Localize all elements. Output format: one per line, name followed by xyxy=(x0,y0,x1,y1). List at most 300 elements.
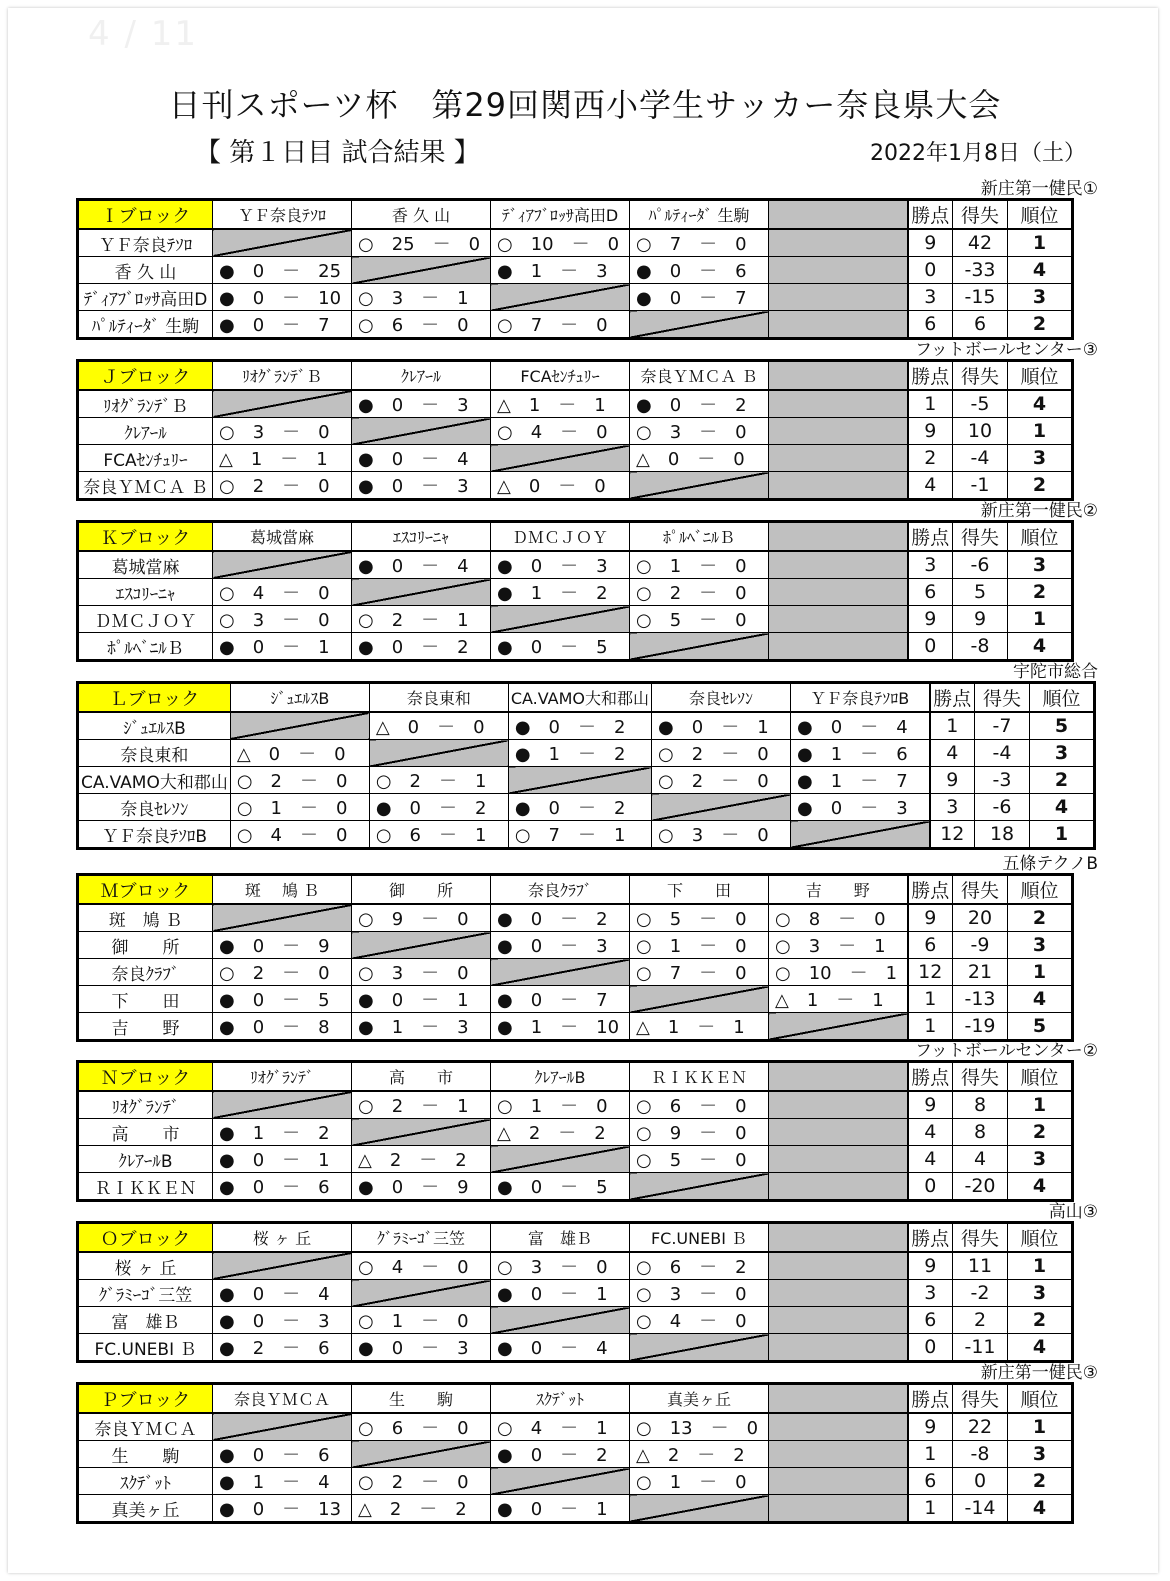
match-result: ○ 3 － 0 xyxy=(213,606,352,633)
match-result: ● 1 － 3 xyxy=(491,257,630,284)
match-result: ● 0 － 1 xyxy=(652,712,791,740)
row-team-name: FC.UNEBI Ｂ xyxy=(78,1334,213,1362)
column-team-header: ＤＭＣＪＯＹ xyxy=(491,522,630,552)
self-match-cell xyxy=(352,257,491,284)
table-row xyxy=(78,1146,1073,1173)
table-row xyxy=(78,767,1095,794)
goal-diff-value: 21 xyxy=(953,959,1008,986)
column-team-header: 生 駒 xyxy=(352,1384,491,1414)
rank-header: 順位 xyxy=(1008,1384,1073,1414)
match-result: ○ 4 － 0 xyxy=(630,1307,769,1334)
empty-cell xyxy=(769,1468,908,1495)
rank-value: 4 xyxy=(1008,1334,1073,1362)
table-row xyxy=(78,932,1073,959)
column-team-header: ﾊﾟﾙﾃｨｰﾀﾞ 生駒 xyxy=(630,200,769,230)
match-result: △ 0 － 0 xyxy=(491,472,630,500)
match-result: ● 0 － 1 xyxy=(491,1495,630,1523)
page-indicator: 4 / 11 xyxy=(88,14,198,54)
empty-cell xyxy=(769,1334,908,1362)
goal-diff-header: 得失 xyxy=(953,1062,1008,1092)
match-result: ○ 2 － 0 xyxy=(630,579,769,606)
match-result: ● 0 － 5 xyxy=(491,633,630,661)
points-value: 6 xyxy=(908,579,953,606)
self-match-cell xyxy=(791,821,930,849)
points-value: 4 xyxy=(908,1119,953,1146)
empty-cell xyxy=(769,257,908,284)
rank-header: 順位 xyxy=(1008,200,1073,230)
match-result: ● 1 － 2 xyxy=(213,1119,352,1146)
match-result: ● 0 － 2 xyxy=(369,794,508,821)
rank-value: 2 xyxy=(1008,1468,1073,1495)
match-result: ○ 5 － 0 xyxy=(630,1146,769,1173)
empty-cell xyxy=(769,418,908,445)
match-result: ● 0 － 4 xyxy=(491,1334,630,1362)
rank-value: 2 xyxy=(1008,579,1073,606)
rank-value: 1 xyxy=(1008,959,1073,986)
points-value: 0 xyxy=(908,633,953,661)
goal-diff-value: -15 xyxy=(953,284,1008,311)
match-result: ○ 25 － 0 xyxy=(352,229,491,257)
points-value: 1 xyxy=(908,390,953,418)
rank-value: 4 xyxy=(1008,1495,1073,1523)
column-team-header: 富 雄Ｂ xyxy=(491,1223,630,1253)
match-result: ○ 13 － 0 xyxy=(630,1413,769,1441)
match-result: ○ 3 － 1 xyxy=(769,932,908,959)
match-result: ● 0 － 3 xyxy=(352,1334,491,1362)
points-value: 1 xyxy=(908,986,953,1013)
table-row xyxy=(78,1334,1073,1362)
row-team-name: 御 所 xyxy=(78,932,213,959)
column-team-header: 真美ヶ丘 xyxy=(630,1384,769,1414)
empty-cell xyxy=(769,1062,908,1092)
rank-header: 順位 xyxy=(1008,1223,1073,1253)
rank-value: 3 xyxy=(1008,1280,1073,1307)
match-result: ○ 3 － 0 xyxy=(352,959,491,986)
self-match-cell xyxy=(213,1091,352,1119)
row-team-name: 奈良ｾﾚｿﾝ xyxy=(78,794,231,821)
points-value: 9 xyxy=(930,767,975,794)
venue-label: 宇陀市総合 xyxy=(1013,662,1098,682)
rank-value: 3 xyxy=(1030,740,1095,767)
table-row xyxy=(78,445,1073,472)
match-result: ● 0 － 2 xyxy=(491,1441,630,1468)
empty-cell xyxy=(769,472,908,500)
points-value: 9 xyxy=(908,229,953,257)
column-team-header: 奈良ｸﾗﾌﾞ xyxy=(491,875,630,905)
column-team-header: 奈良ｾﾚｿﾝ xyxy=(652,683,791,713)
match-result: ● 1 － 2 xyxy=(491,579,630,606)
column-team-header: 奈良ＹＭＣＡ xyxy=(213,1384,352,1414)
rank-value: 3 xyxy=(1008,551,1073,579)
empty-cell xyxy=(769,311,908,339)
rank-value: 3 xyxy=(1008,932,1073,959)
block-name: Ｏブロック xyxy=(78,1223,213,1253)
self-match-cell xyxy=(769,1013,908,1041)
table-row xyxy=(78,1307,1073,1334)
match-result: ● 0 － 4 xyxy=(791,712,930,740)
goal-diff-header: 得失 xyxy=(953,875,1008,905)
goal-diff-value: -5 xyxy=(953,390,1008,418)
table-row xyxy=(78,1119,1073,1146)
match-result: △ 1 － 1 xyxy=(769,986,908,1013)
empty-cell xyxy=(769,579,908,606)
match-result: ● 0 － 6 xyxy=(630,257,769,284)
column-team-header: 奈良ＹＭＣＡ Ｂ xyxy=(630,361,769,391)
points-value: 9 xyxy=(908,606,953,633)
match-result: ● 0 － 3 xyxy=(791,794,930,821)
goal-diff-value: -20 xyxy=(953,1173,1008,1201)
self-match-cell xyxy=(630,311,769,339)
match-result: ○ 10 － 0 xyxy=(491,229,630,257)
match-result: ○ 9 － 0 xyxy=(352,904,491,932)
match-result: ○ 6 － 2 xyxy=(630,1252,769,1280)
match-result: ● 2 － 6 xyxy=(213,1334,352,1362)
column-team-header: ＹＦ奈良ﾃｿﾛ xyxy=(213,200,352,230)
self-match-cell xyxy=(213,1413,352,1441)
goal-diff-value: 2 xyxy=(953,1307,1008,1334)
match-result: ○ 1 － 0 xyxy=(230,794,369,821)
venue-label: 五條テクノB xyxy=(1002,854,1098,874)
points-header: 勝点 xyxy=(908,200,953,230)
empty-cell xyxy=(769,1146,908,1173)
points-value: 1 xyxy=(908,1495,953,1523)
match-result: ● 0 － 6 xyxy=(213,1441,352,1468)
match-result: ● 0 － 9 xyxy=(213,932,352,959)
self-match-cell xyxy=(652,794,791,821)
match-result: ● 0 － 5 xyxy=(213,986,352,1013)
match-result: △ 1 － 1 xyxy=(491,390,630,418)
match-result: ● 0 － 10 xyxy=(213,284,352,311)
self-match-cell xyxy=(352,932,491,959)
match-result: ● 1 － 2 xyxy=(508,740,651,767)
venue-label: フットボールセンター③ xyxy=(914,340,1098,360)
points-value: 2 xyxy=(908,445,953,472)
goal-diff-value: -19 xyxy=(953,1013,1008,1041)
goal-diff-value: 8 xyxy=(953,1119,1008,1146)
goal-diff-value: 9 xyxy=(953,606,1008,633)
match-result: ● 0 － 7 xyxy=(630,284,769,311)
points-header: 勝点 xyxy=(908,875,953,905)
table-row xyxy=(78,986,1073,1013)
match-result: ● 0 － 3 xyxy=(213,1307,352,1334)
column-team-header: 高 市 xyxy=(352,1062,491,1092)
table-row xyxy=(78,1495,1073,1523)
goal-diff-value: 6 xyxy=(953,311,1008,339)
row-team-name: 奈良ＹＭＣＡ Ｂ xyxy=(78,472,213,500)
column-team-header: 奈良東和 xyxy=(369,683,508,713)
self-match-cell xyxy=(491,959,630,986)
empty-cell xyxy=(769,200,908,230)
table-row xyxy=(78,606,1073,633)
match-result: ○ 5 － 0 xyxy=(630,904,769,932)
empty-cell xyxy=(769,390,908,418)
table-row xyxy=(78,284,1073,311)
column-team-header: 御 所 xyxy=(352,875,491,905)
rank-value: 1 xyxy=(1008,229,1073,257)
row-team-name: 葛城當麻 xyxy=(78,551,213,579)
empty-cell xyxy=(769,361,908,391)
points-value: 9 xyxy=(908,904,953,932)
empty-cell xyxy=(769,633,908,661)
self-match-cell xyxy=(630,1334,769,1362)
empty-cell xyxy=(769,1223,908,1253)
empty-cell xyxy=(769,551,908,579)
match-result: △ 0 － 0 xyxy=(630,445,769,472)
self-match-cell xyxy=(508,767,651,794)
column-team-header: ﾘｵｸﾞﾗﾝﾃﾞ xyxy=(213,1062,352,1092)
match-result: ● 0 － 1 xyxy=(491,1280,630,1307)
row-team-name: 富 雄Ｂ xyxy=(78,1307,213,1334)
rank-value: 5 xyxy=(1030,712,1095,740)
self-match-cell xyxy=(630,472,769,500)
match-result: △ 2 － 2 xyxy=(491,1119,630,1146)
match-result: ○ 2 － 0 xyxy=(213,472,352,500)
empty-cell xyxy=(769,1441,908,1468)
points-value: 1 xyxy=(908,1441,953,1468)
empty-cell xyxy=(769,445,908,472)
row-team-name: 吉 野 xyxy=(78,1013,213,1041)
page-title: 日刊スポーツ杯 第29回関西小学生サッカー奈良県大会 xyxy=(168,86,1002,124)
row-team-name: 奈良ＹＭＣＡ xyxy=(78,1413,213,1441)
match-result: ○ 3 － 0 xyxy=(491,1252,630,1280)
points-value: 9 xyxy=(908,1413,953,1441)
points-value: 3 xyxy=(908,284,953,311)
rank-header: 順位 xyxy=(1008,522,1073,552)
goal-diff-header: 得失 xyxy=(953,522,1008,552)
goal-diff-value: -8 xyxy=(953,1441,1008,1468)
empty-cell xyxy=(769,1252,908,1280)
points-header: 勝点 xyxy=(908,1062,953,1092)
match-result: ● 0 － 3 xyxy=(352,472,491,500)
match-result: ● 0 － 4 xyxy=(352,551,491,579)
self-match-cell xyxy=(630,1495,769,1523)
rank-value: 1 xyxy=(1008,418,1073,445)
goal-diff-value: -6 xyxy=(953,551,1008,579)
match-result: ● 0 － 6 xyxy=(213,1173,352,1201)
match-result: ● 0 － 1 xyxy=(213,1146,352,1173)
match-result: ○ 2 － 0 xyxy=(213,959,352,986)
goal-diff-value: 42 xyxy=(953,229,1008,257)
self-match-cell xyxy=(352,1119,491,1146)
match-result: ● 0 － 2 xyxy=(508,794,651,821)
self-match-cell xyxy=(491,284,630,311)
self-match-cell xyxy=(230,712,369,740)
row-team-name: ﾎﾟﾙﾍﾞﾆﾙＢ xyxy=(78,633,213,661)
match-result: ○ 3 － 0 xyxy=(213,418,352,445)
self-match-cell xyxy=(352,579,491,606)
rank-value: 4 xyxy=(1030,794,1095,821)
points-value: 4 xyxy=(908,472,953,500)
empty-cell xyxy=(769,606,908,633)
row-team-name: 奈良ｸﾗﾌﾞ xyxy=(78,959,213,986)
points-value: 6 xyxy=(908,1468,953,1495)
match-result: ● 0 － 2 xyxy=(491,904,630,932)
empty-cell xyxy=(769,1495,908,1523)
points-header: 勝点 xyxy=(908,361,953,391)
match-result: ● 0 － 3 xyxy=(491,551,630,579)
goal-diff-value: -2 xyxy=(953,1280,1008,1307)
rank-value: 1 xyxy=(1030,821,1095,849)
self-match-cell xyxy=(630,1173,769,1201)
points-value: 9 xyxy=(908,1252,953,1280)
table-row xyxy=(78,794,1095,821)
self-match-cell xyxy=(491,1146,630,1173)
goal-diff-value: -6 xyxy=(975,794,1030,821)
row-team-name: CA.VAMO大和郡山 xyxy=(78,767,231,794)
row-team-name: 奈良東和 xyxy=(78,740,231,767)
goal-diff-value: 5 xyxy=(953,579,1008,606)
rank-value: 1 xyxy=(1008,1091,1073,1119)
row-team-name: 高 市 xyxy=(78,1119,213,1146)
points-value: 3 xyxy=(930,794,975,821)
self-match-cell xyxy=(213,904,352,932)
block-name: Ｌブロック xyxy=(78,683,231,713)
table-row xyxy=(78,229,1073,257)
column-team-header: FCAｾﾝﾁｭﾘｰ xyxy=(491,361,630,391)
table-row xyxy=(78,1173,1073,1201)
points-value: 12 xyxy=(930,821,975,849)
points-value: 6 xyxy=(908,1307,953,1334)
column-team-header: ﾎﾟﾙﾍﾞﾆﾙＢ xyxy=(630,522,769,552)
block-name: Ｋブロック xyxy=(78,522,213,552)
page-subtitle: 【 第１日目 試合結果 】 xyxy=(195,138,480,168)
match-result: ○ 2 － 1 xyxy=(369,767,508,794)
block-table xyxy=(76,873,1074,1042)
match-result: ● 0 － 1 xyxy=(352,986,491,1013)
rank-value: 2 xyxy=(1008,904,1073,932)
goal-diff-value: -4 xyxy=(953,445,1008,472)
rank-value: 4 xyxy=(1008,633,1073,661)
row-team-name: 生 駒 xyxy=(78,1441,213,1468)
points-value: 1 xyxy=(930,712,975,740)
match-result: ● 0 － 9 xyxy=(352,1173,491,1201)
rank-value: 1 xyxy=(1008,1252,1073,1280)
goal-diff-value: 0 xyxy=(953,1468,1008,1495)
match-result: ● 0 － 7 xyxy=(213,311,352,339)
match-result: ○ 3 － 1 xyxy=(352,284,491,311)
table-row xyxy=(78,1468,1073,1495)
column-team-header: 桜 ヶ 丘 xyxy=(213,1223,352,1253)
match-result: ○ 7 － 0 xyxy=(630,959,769,986)
rank-value: 4 xyxy=(1008,1173,1073,1201)
points-value: 4 xyxy=(930,740,975,767)
table-row xyxy=(78,1441,1073,1468)
match-result: ○ 10 － 1 xyxy=(769,959,908,986)
points-value: 6 xyxy=(908,932,953,959)
rank-header: 順位 xyxy=(1008,1062,1073,1092)
goal-diff-value: 4 xyxy=(953,1146,1008,1173)
match-result: ○ 7 － 0 xyxy=(630,229,769,257)
match-date: 2022年1月8日（土） xyxy=(870,141,1086,166)
table-row xyxy=(78,390,1073,418)
points-value: 0 xyxy=(908,1173,953,1201)
row-team-name: 下 田 xyxy=(78,986,213,1013)
block-table xyxy=(76,359,1074,501)
table-row xyxy=(78,904,1073,932)
rank-value: 2 xyxy=(1008,1119,1073,1146)
table-row xyxy=(78,1280,1073,1307)
match-result: ○ 3 － 0 xyxy=(652,821,791,849)
match-result: ○ 2 － 0 xyxy=(352,1468,491,1495)
column-team-header: ｼﾞｭｴﾙｽB xyxy=(230,683,369,713)
table-row xyxy=(78,418,1073,445)
block-name: Ｉブロック xyxy=(78,200,213,230)
column-team-header: ｴｽｺﾘｰﾆｬ xyxy=(352,522,491,552)
match-result: ● 1 － 10 xyxy=(491,1013,630,1041)
column-team-header: ﾃﾞｨｱﾌﾞﾛｯｻ高田D xyxy=(491,200,630,230)
match-result: ● 1 － 3 xyxy=(352,1013,491,1041)
column-team-header: ｸﾚｱｰﾙ xyxy=(352,361,491,391)
table-row xyxy=(78,257,1073,284)
match-result: ○ 1 － 0 xyxy=(630,932,769,959)
goal-diff-value: -8 xyxy=(953,633,1008,661)
rank-value: 2 xyxy=(1008,1307,1073,1334)
self-match-cell xyxy=(352,1441,491,1468)
table-row xyxy=(78,821,1095,849)
points-value: 3 xyxy=(908,551,953,579)
row-team-name: ＹＦ奈良ﾃｿﾛB xyxy=(78,821,231,849)
self-match-cell xyxy=(369,740,508,767)
match-result: ○ 2 － 0 xyxy=(230,767,369,794)
rank-value: 2 xyxy=(1008,472,1073,500)
points-value: 9 xyxy=(908,418,953,445)
table-row xyxy=(78,579,1073,606)
goal-diff-value: -9 xyxy=(953,932,1008,959)
match-result: ● 0 － 7 xyxy=(491,986,630,1013)
goal-diff-header: 得失 xyxy=(953,1384,1008,1414)
match-result: ○ 9 － 0 xyxy=(630,1119,769,1146)
match-result: ○ 5 － 0 xyxy=(630,606,769,633)
match-result: ● 0 － 8 xyxy=(213,1013,352,1041)
row-team-name: 桜 ヶ 丘 xyxy=(78,1252,213,1280)
row-team-name: ＲＩＫＫＥＮ xyxy=(78,1173,213,1201)
block-table xyxy=(76,681,1096,850)
match-result: ○ 7 － 0 xyxy=(491,311,630,339)
match-result: ● 0 － 1 xyxy=(213,633,352,661)
block-name: Ｍブロック xyxy=(78,875,213,905)
table-row xyxy=(78,633,1073,661)
self-match-cell xyxy=(352,1280,491,1307)
goal-diff-value: 8 xyxy=(953,1091,1008,1119)
match-result: ● 0 － 3 xyxy=(491,932,630,959)
goal-diff-value: 22 xyxy=(953,1413,1008,1441)
row-team-name: ﾘｵｸﾞﾗﾝﾃﾞＢ xyxy=(78,390,213,418)
match-result: △ 0 － 0 xyxy=(369,712,508,740)
row-team-name: ﾃﾞｨｱﾌﾞﾛｯｻ高田D xyxy=(78,284,213,311)
self-match-cell xyxy=(213,229,352,257)
row-team-name: ﾊﾟﾙﾃｨｰﾀﾞ 生駒 xyxy=(78,311,213,339)
column-team-header: 吉 野 xyxy=(769,875,908,905)
row-team-name: ｸﾞﾗﾐｰｺﾞ三笠 xyxy=(78,1280,213,1307)
points-header: 勝点 xyxy=(930,683,975,713)
rank-value: 3 xyxy=(1008,1441,1073,1468)
match-result: ● 0 － 3 xyxy=(352,390,491,418)
goal-diff-value: -14 xyxy=(953,1495,1008,1523)
points-header: 勝点 xyxy=(908,1384,953,1414)
venue-label: 新庄第一健民② xyxy=(980,501,1098,521)
match-result: ○ 2 － 1 xyxy=(352,1091,491,1119)
match-result: ○ 2 － 0 xyxy=(652,740,791,767)
goal-diff-value: -13 xyxy=(953,986,1008,1013)
block-table xyxy=(76,1221,1074,1363)
self-match-cell xyxy=(491,445,630,472)
venue-label: 新庄第一健民③ xyxy=(980,1363,1098,1383)
match-result: ○ 6 － 1 xyxy=(369,821,508,849)
row-team-name: ｽｸﾃﾞｯﾄ xyxy=(78,1468,213,1495)
points-header: 勝点 xyxy=(908,522,953,552)
points-value: 0 xyxy=(908,1334,953,1362)
table-row xyxy=(78,959,1073,986)
